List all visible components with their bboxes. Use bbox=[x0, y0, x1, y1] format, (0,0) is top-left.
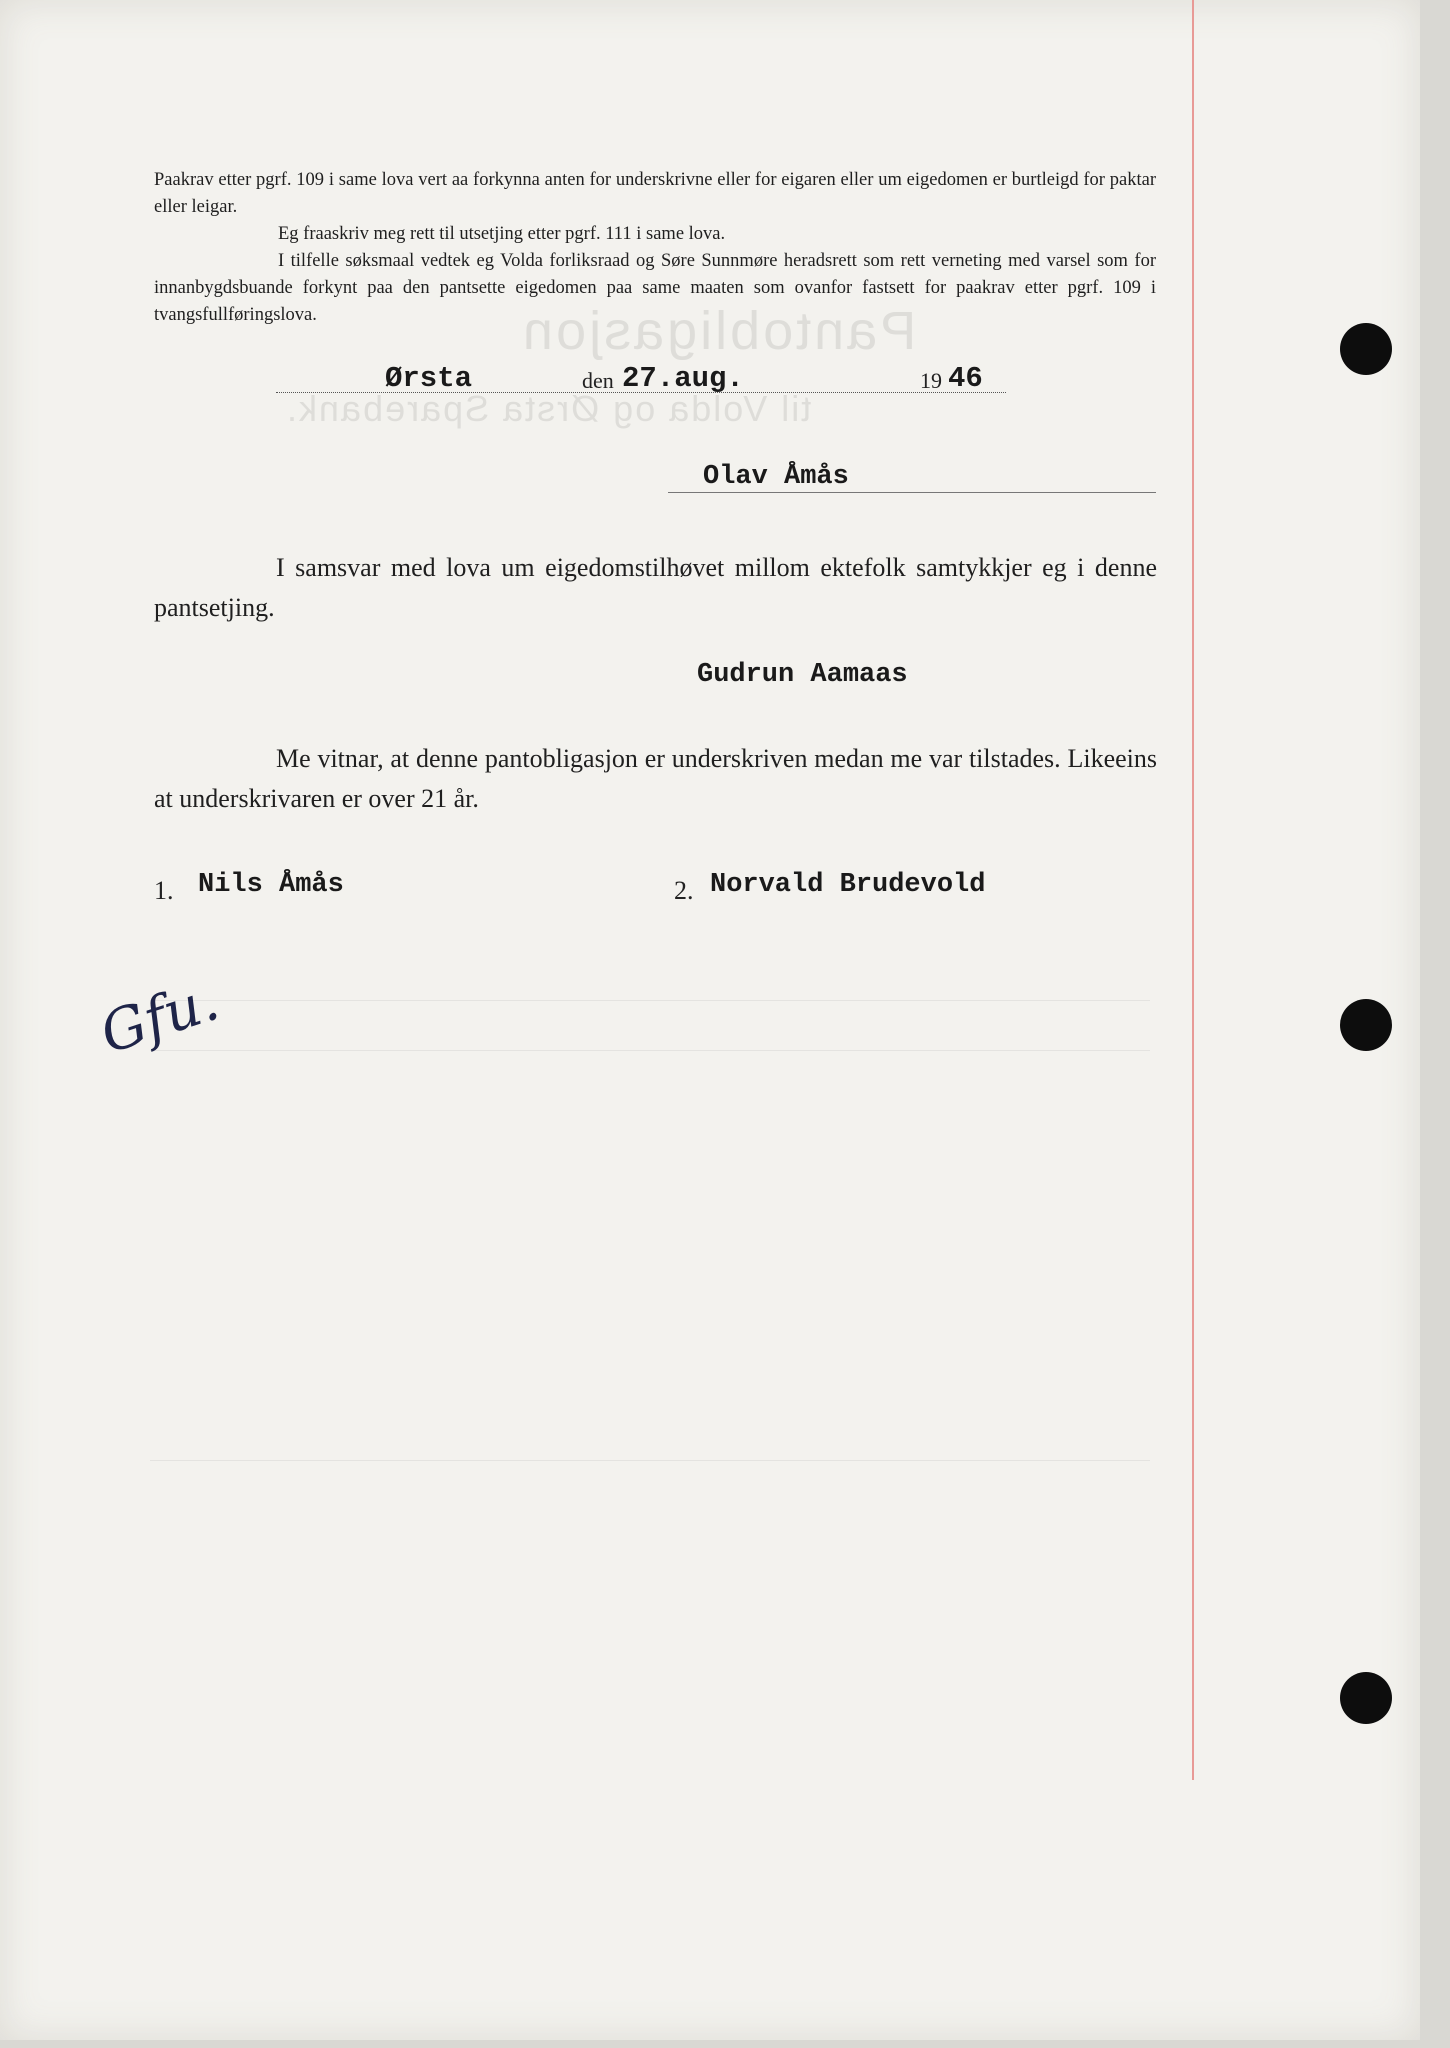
spouse-name: Gudrun Aamaas bbox=[697, 660, 908, 690]
witness-2-name: Norvald Brudevold bbox=[710, 870, 986, 900]
show-through-rule bbox=[150, 1050, 1150, 1051]
consent-text: I samsvar med lova um eigedomstilhøvet millom ektefolk samtykkjer eg i denne pantsetjing. bbox=[154, 553, 1157, 622]
punch-hole bbox=[1340, 1672, 1392, 1724]
witness-1-name: Nils Åmås bbox=[198, 870, 344, 900]
handwritten-initial: Gfu. bbox=[92, 968, 227, 1067]
show-through-rule bbox=[150, 1460, 1150, 1461]
date-value: 27.aug. bbox=[622, 362, 744, 395]
clause-soksmaal: I tilfelle søksmaal vedtek eg Volda forliksraad og Søre Sunnmøre heradsrett som rett verneting med varsel som for innanbygdsbuande forkynt paa den pantsette eigedomen paa same maaten som ovanfor fastsett for paakrav etter pgrf. 109 i tvangsfullføringslova. bbox=[154, 251, 1156, 325]
clause-paakrav: Paakrav etter pgrf. 109 i same lova vert aa forkynna anten for underskrivne eller for eigaren eller um eigedomen er burtleigd for paktar eller leigar. bbox=[154, 170, 1156, 217]
margin-rule bbox=[1192, 0, 1194, 1780]
signer-line bbox=[668, 492, 1156, 493]
clause-utsetjing: Eg fraaskriv meg rett til utsetjing etter pgrf. 111 i same lova. bbox=[278, 224, 726, 244]
witness-2-number: 2. bbox=[674, 876, 694, 905]
year-suffix: 46 bbox=[948, 362, 983, 395]
place-value: Ørsta bbox=[385, 362, 473, 395]
punch-hole bbox=[1340, 999, 1392, 1051]
signer-name: Olav Åmås bbox=[703, 462, 849, 492]
show-through-subtitle: til Volda og Ørsta Sparebank. bbox=[285, 388, 812, 429]
witness-text: Me vitnar, at denne pantobligasjon er underskriven medan me var tilstades. Likeeins at underskrivaren er over 21 år. bbox=[154, 744, 1157, 813]
witness-1-number: 1. bbox=[154, 876, 174, 905]
show-through-rule bbox=[150, 1000, 1150, 1001]
punch-hole bbox=[1340, 323, 1392, 375]
den-label: den bbox=[582, 368, 614, 393]
show-through-title: Pantobligasjon bbox=[520, 301, 917, 361]
year-prefix: 19 bbox=[920, 368, 942, 393]
